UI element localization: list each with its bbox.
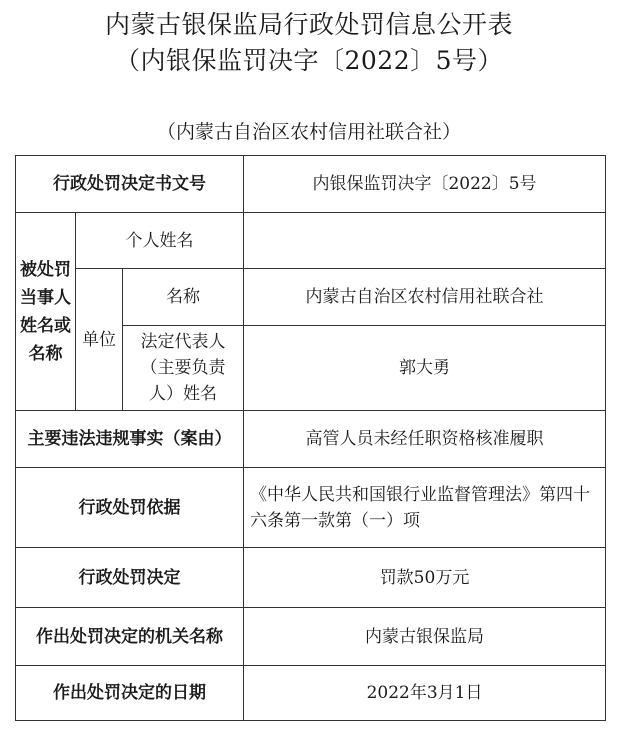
legal-rep-label: 法定代表人（主要负责人）姓名 (123, 326, 244, 411)
authority-label: 作出处罚决定的机关名称 (16, 608, 244, 666)
table-row (16, 468, 606, 548)
page-title: 内蒙古银保监局行政处罚信息公开表 (104, 10, 513, 39)
table-row (16, 608, 606, 666)
unit-label: 单位 (76, 269, 123, 411)
basis-value: 《中华人民共和国银行业监督管理法》第四十六条第一款第（一）项 (244, 468, 606, 548)
decision-no-value: 内银保监罚决字〔2022〕5号 (244, 156, 606, 213)
table-row (16, 666, 606, 721)
unit-name-value: 内蒙古自治区农村信用社联合社 (244, 269, 606, 326)
table-row (16, 411, 606, 468)
date-label: 作出处罚决定的日期 (16, 666, 244, 721)
document-number-title: （内银保监罚决字〔2022〕5号） (114, 46, 504, 75)
date-value: 2022年3月1日 (244, 666, 606, 721)
individual-value (244, 213, 606, 269)
penalty-info-table (15, 155, 606, 721)
decision-no-label: 行政处罚决定书文号 (16, 156, 244, 213)
legal-rep-value: 郭大勇 (244, 326, 606, 411)
unit-name-label: 名称 (123, 269, 244, 326)
individual-label: 个人姓名 (76, 213, 244, 269)
table-row (16, 156, 606, 213)
facts-label: 主要违法违规事实（案由） (16, 411, 244, 468)
decision-value: 罚款50万元 (244, 548, 606, 608)
basis-label: 行政处罚依据 (16, 468, 244, 548)
facts-value: 高管人员未经任职资格核准履职 (244, 411, 606, 468)
party-subtitle: （内蒙古自治区农村信用社联合社） (156, 121, 461, 143)
table-row (16, 269, 606, 326)
table-row (16, 213, 606, 269)
decision-label: 行政处罚决定 (16, 548, 244, 608)
party-label: 被处罚当事人姓名或名称 (16, 213, 76, 411)
authority-value: 内蒙古银保监局 (244, 608, 606, 666)
table-row (16, 548, 606, 608)
